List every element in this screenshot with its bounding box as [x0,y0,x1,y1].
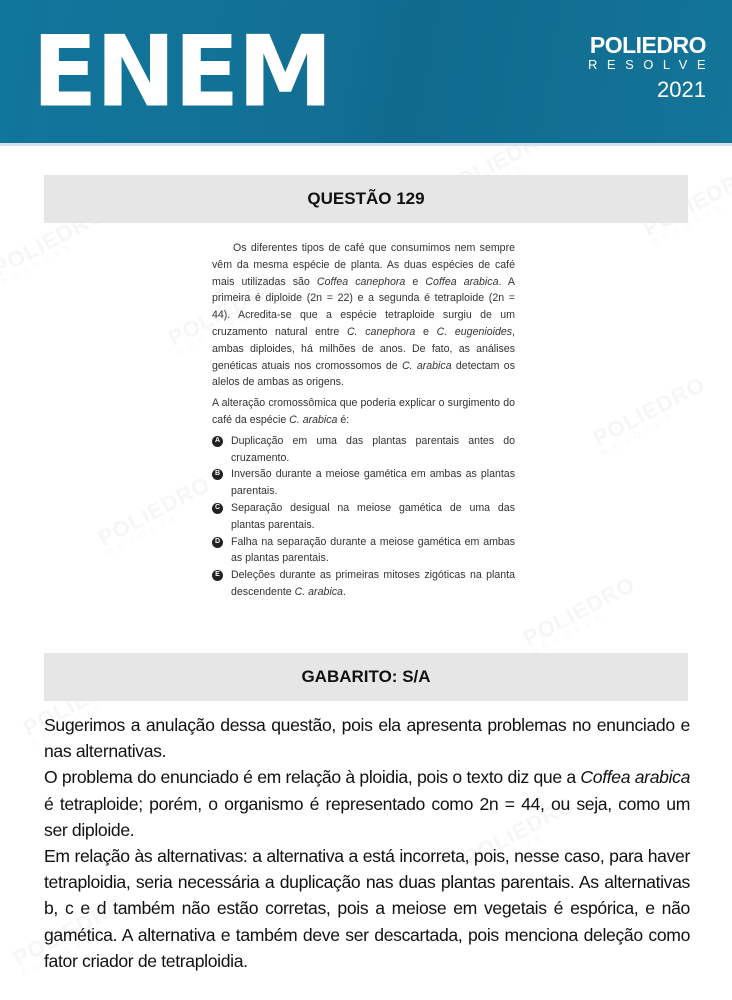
answer-paragraph-1: Sugerimos a anulação dessa questão, pois ela apresenta problemas no enunciado e nas alternativas. [44,715,690,762]
brand-year: 2021 [657,76,706,102]
question-stem-paragraph: Os diferentes tipos de café que consumimos nem sempre vêm da mesma espécie de planta. As duas espécies de café mais utilizadas são Coffea canephora e Coffea arabica. A primeira é diploide (2n = 22) e a segunda é tetraploide (2n = 44). Acredita-se que a espécie tetraploide surgiu de um cruzamento natural entre C. canephora e C. eugenioides, ambas diploides, há milhões de anos. De fato, as análises genéticas atuais nos cromossomos de C. arabica detectam os alelos de ambas as origens. [212,242,515,389]
alternative-text: Inversão durante a meiose gamética em ambas as plantas parentais. [231,468,515,498]
question-title: QUESTÃO 129 [307,189,425,208]
letter-d-badge-icon: D [212,537,223,548]
question-title-bar [44,175,688,223]
brand-name: POLIEDRO [589,32,706,58]
alternative-e [212,567,515,601]
watermark [520,573,643,658]
brand-subtitle: RESOLVE [588,57,715,72]
alternatives-list [212,433,515,601]
letter-b-badge-icon: B [212,469,223,480]
alternative-d [212,534,515,568]
answer-paragraph-3: Em relação às alternativas: a alternativa a está incorreta, pois, nesse caso, para haver tetraploidia, seria necessária a duplicação nas duas plantas parentais. As alternativas b, c e d também não estão corretas, pois a meiose em vegetais é espórica, e não gamética. A alternativa e também deve ser descartada, pois menciona deleção como fator criador de tetraploidia. [44,846,690,971]
alternative-a [212,433,515,467]
enem-logo: ENEM [32,14,332,130]
answer-paragraph-2: O problema do enunciado é em relação à ploidia, pois o texto diz que a Coffea arabica é tetraploide; porém, o organismo é representado como 2n = 44, ou seja, como um ser diploide. [44,767,691,840]
watermark [590,373,713,458]
alternative-text: Falha na separação durante a meiose gamética em ambas as plantas parentais. [231,535,515,565]
question-body [212,240,515,601]
letter-a-badge-icon: A [212,436,223,447]
header-banner [0,0,732,146]
letter-c-badge-icon: C [212,503,223,514]
answer-title: GABARITO: S/A [301,667,431,686]
answer-explanation [44,712,690,974]
alternative-c [212,500,515,534]
alternative-b [212,466,515,500]
question-prompt: A alteração cromossômica que poderia explicar o surgimento do café da espécie C. arabica é: [212,397,515,426]
brand-block [588,32,715,102]
alternative-text: Deleções durante as primeiras mitoses zigóticas na planta descendente C. arabica. [231,569,515,598]
header-divider [0,143,732,146]
letter-e-badge-icon: E [212,570,223,581]
alternative-text: Duplicação em uma das plantas parentais antes do cruzamento. [231,434,515,464]
answer-title-bar [44,653,688,701]
alternative-text: Separação desigual na meiose gamética de uma das plantas parentais. [231,501,515,531]
watermark [95,473,218,558]
